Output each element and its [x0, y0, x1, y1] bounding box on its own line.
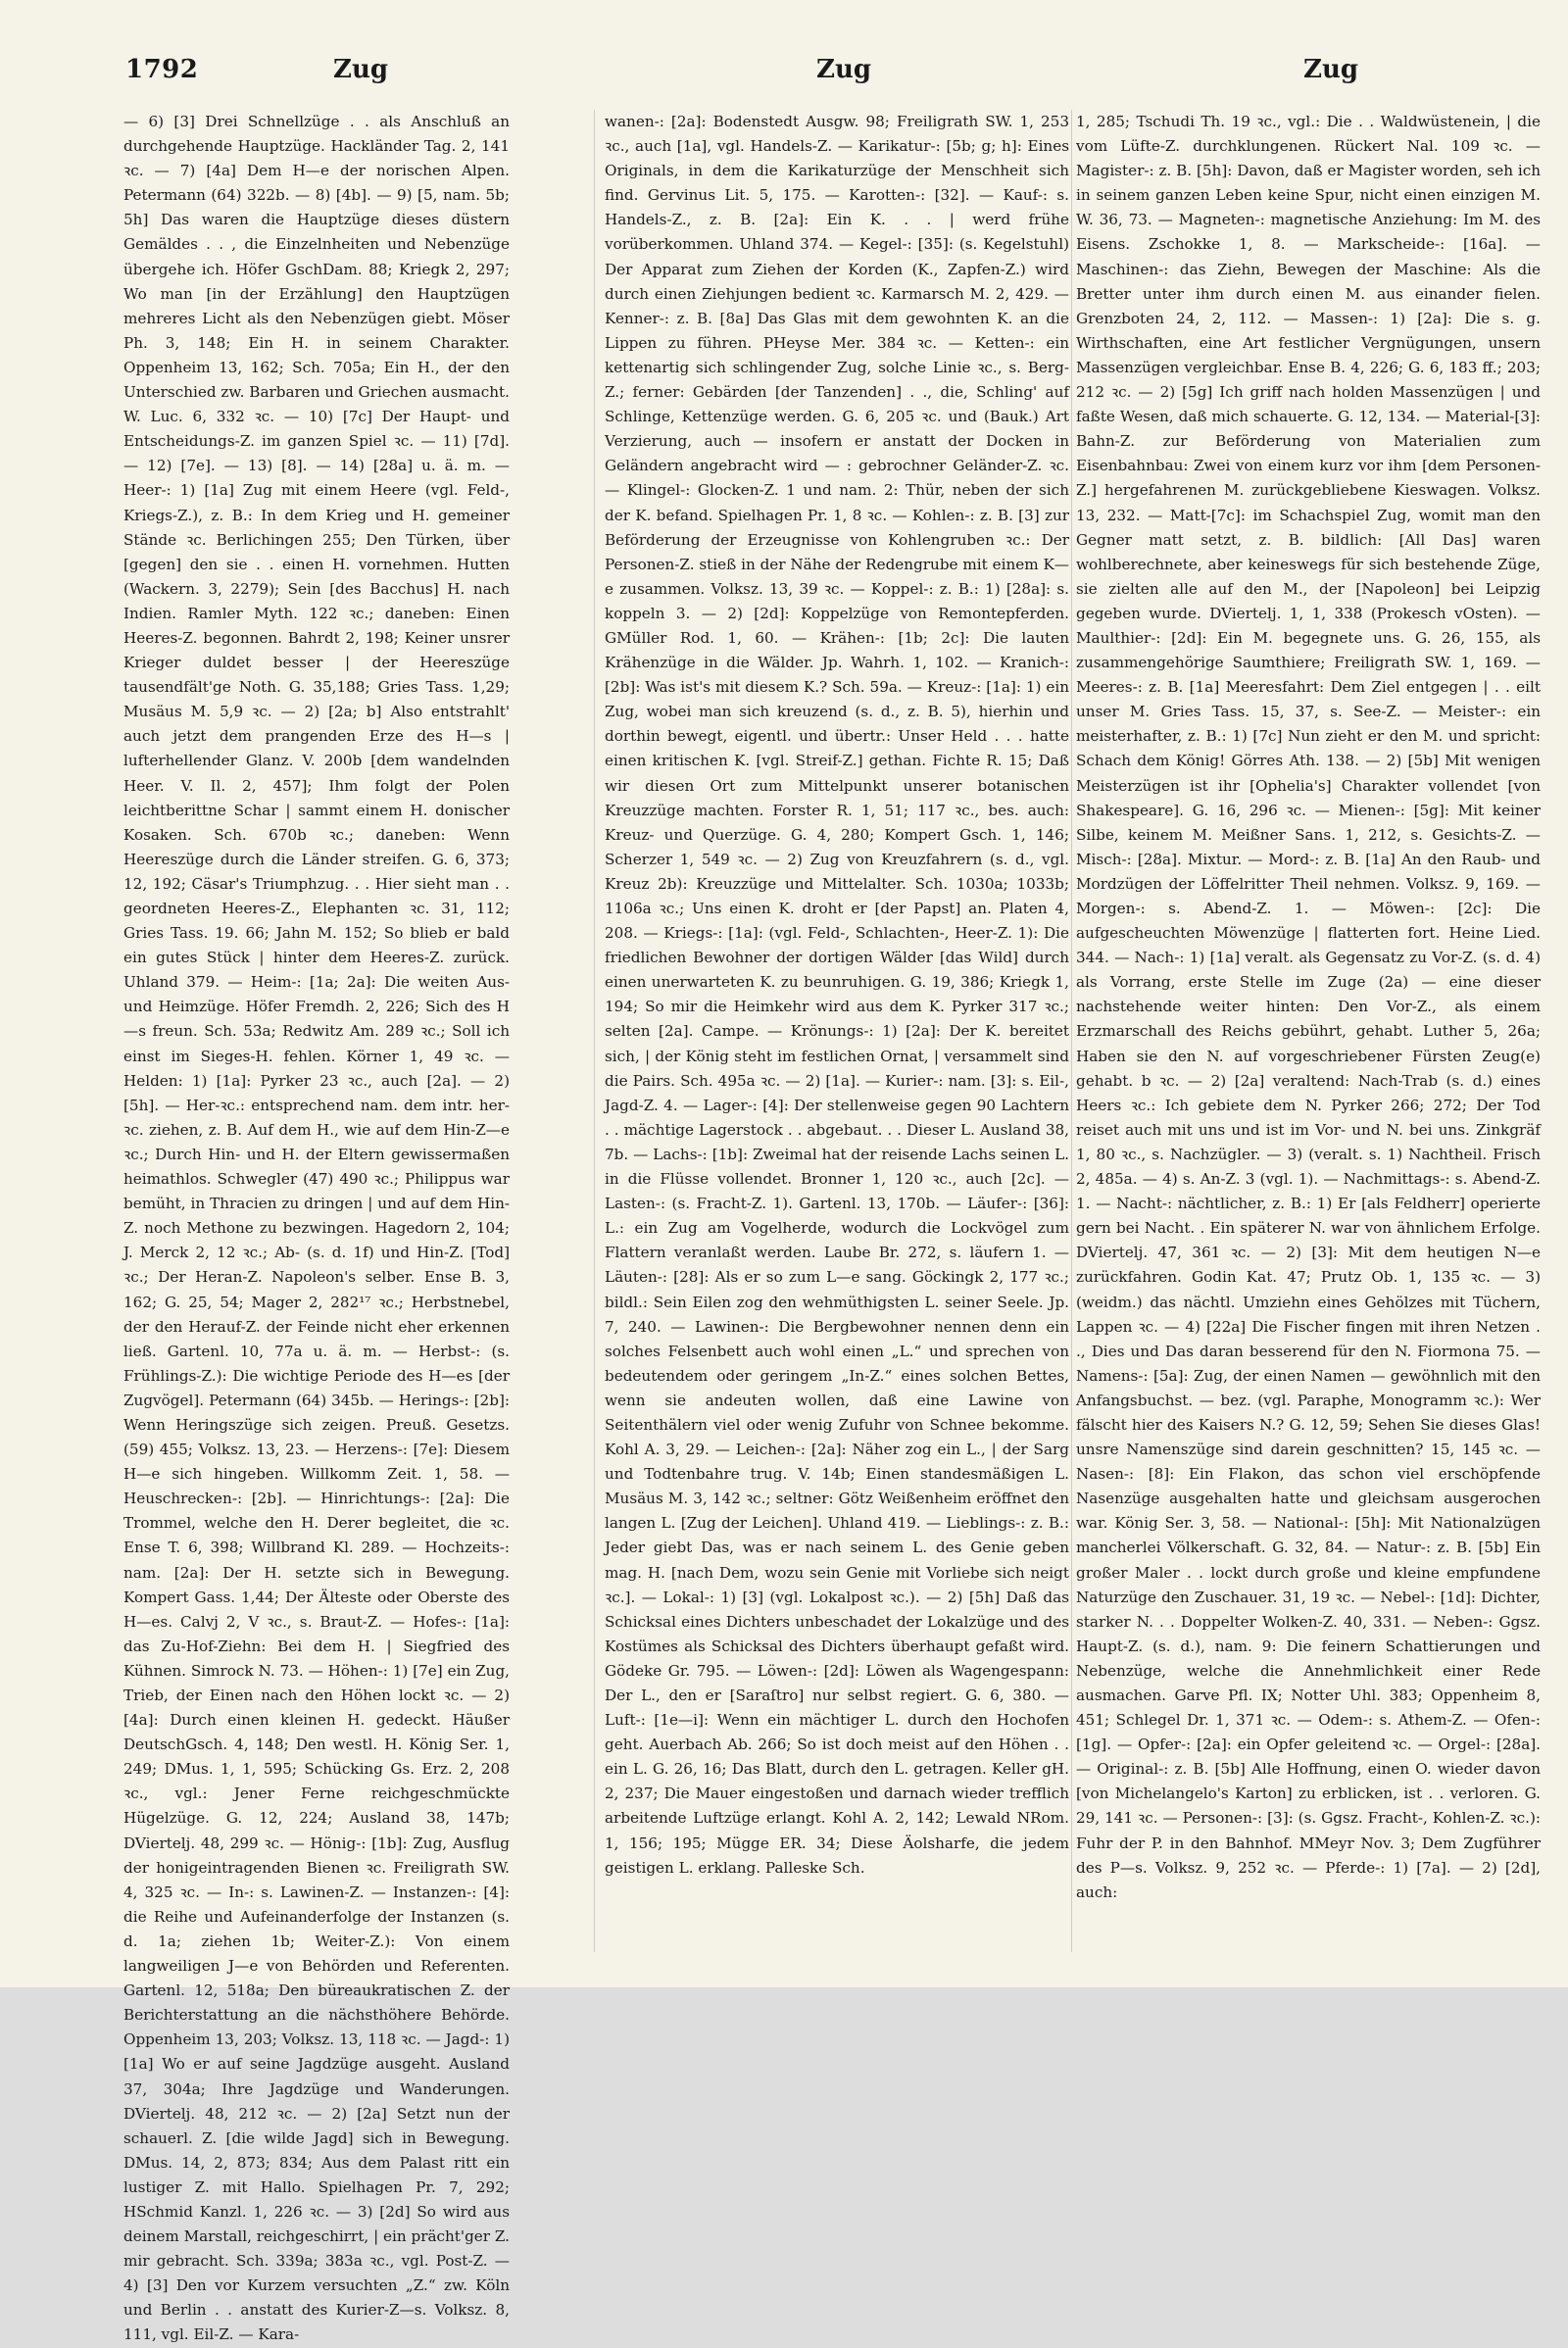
- running-head-center: Zug: [816, 55, 872, 84]
- text-column-middle: [605, 110, 1069, 1952]
- running-head-left: Zug: [333, 55, 389, 84]
- text-column-right: [1076, 110, 1541, 1952]
- running-head-right: Zug: [1303, 55, 1359, 84]
- running-head: [0, 51, 1568, 90]
- column-text: 1, 285; Tschudi Th. 19 ꝛc., vgl.: Die . . Waldwüstenein, | die vom Lüfte-Z. durchklungenen. Rückert Nal. 109 ꝛc. — Magister-: z. B. [5h]: Davon, daß er Magister worden, seh ich in seinem ganzen Leben keine Spur, nicht einen einzigen M. W. 36, 73. — Magneten-: magnetische Anziehung: Im M. des Eisens. Zschokke 1, 8. — Markscheide-: [16a]. — Maschinen-: das Ziehn, Bewegen der Maschine: Als die Bretter unter ihm durch einen M. aus einander fielen. Grenzboten 24, 2, 112. — Massen-: 1) [2a]: Die s. g. Wirthschaften, eine Art festlicher Vergnügungen, unsern Massenzügen vergleichbar. Ense B. 4, 226; G. 6, 183 ff.; 203; 212 ꝛc. — 2) [5g] Ich griff nach holden Massenzügen | und faßte Wesen, daß mich schauerte. G. 12, 134. — Material-[3]: Bahn-Z. zur Beförderung von Materialien zum Eisenbahnbau: Zwei von einem kurz vor ihm [dem Personen-Z.] hergefahrenen M. zurückgebliebene Kieswagen. Volksz. 13, 232. — Matt-[7c]: im Schachspiel Zug, womit man den Gegner matt setzt, z. B. bildlich: [All Das] waren wohlberechnete, aber keineswegs für sich bestehende Züge, sie zielten alle auf den M., der [Napoleon] bei Leipzig gegeben wurde. DViertelj. 1, 1, 338 (Prokesch vOsten). — Maulthier-: [2d]: Ein M. begegnete uns. G. 26, 155, als zusammengehörige Saumthiere; Freiligrath SW. 1, 169. — Meeres-: z. B. [1a] Meeresfahrt: Dem Ziel entgegen | . . eilt unser M. Gries Tass. 15, 37, s. See-Z. — Meister-: ein meisterhafter, z. B.: 1) [7c] Nun zieht er den M. und spricht: Schach dem König! Görres Ath. 138. — 2) [5b] Mit wenigen Meisterzügen ist ihr [Ophelia's] Charakter vollendet [von Shakespeare]. G. 16, 296 ꝛc. — Mienen-: [5g]: Mit keiner Silbe, keinem M. Meißner Sans. 1, 212, s. Gesichts-Z. — Misch-: [28a]. Mixtur. — Mord-: z. B. [1a] An den Raub- und Mordzügen der Löffelritter Theil nehmen. Volksz. 9, 169. — Morgen-: s. Abend-Z. 1. — Möwen-: [2c]: Die aufgescheuchten Möwenzüge | flatterten fort. Heine Lied. 344. — Nach-: 1) [1a] veralt. als Gegensatz zu Vor-Z. (s. d. 4) als Vorrang, erste Stelle im Zuge (2a) — eine dieser nachstehende weiter hinten: Den Vor-Z., als einem Erzmarschall des Reichs gebührt, gehabt. Luther 5, 26a; Haben sie den N. auf vorgeschriebener Fürsten Zeug(e) gehabt. b ꝛc. — 2) [2a] veraltend: Nach-Trab (s. d.) eines Heers ꝛc.: Ich gebiete dem N. Pyrker 266; 272; Der Tod reiset auch mit uns und ist im Vor- und N. bei uns. Zinkgräf 1, 80 ꝛc., s. Nachzügler. — 3) (veralt. s. 1) Nachtheil. Frisch 2, 485a. — 4) s. An-Z. 3 (vgl. 1). — Nachmittags-: s. Abend-Z. 1. — Nacht-: nächtlicher, z. B.: 1) Er [als Feldherr] operierte gern bei Nacht. . Ein späterer N. war von ähnlichem Erfolge. DViertelj. 47, 361 ꝛc. — 2) [3]: Mit dem heutigen N—e zurückfahren. Godin Kat. 47; Prutz Ob. 1, 135 ꝛc. — 3) (weidm.) das nächtl. Umziehn eines Gehölzes mit Tüchern, Lappen ꝛc. — 4) [22a] Die Fischer fingen mit ihren Netzen . ., Dies und Das daran besserend für den N. Fiormona 75. — Namens-: [5a]: Zug, der einen Namen — gewöhnlich mit den Anfangsbuchst. — bez. (vgl. Paraphe, Monogramm ꝛc.): Wer fälscht hier des Kaisers N.? G. 12, 59; Sehen Sie dieses Glas! unsre Namenszüge sind darein geschnitten? 15, 145 ꝛc. — Nasen-: [8]: Ein Flakon, das schon viel erschöpfende Nasenzüge ausgehalten hatte und gleichsam ausgerochen war. König Ser. 3, 58. — National-: [5h]: Mit Nationalzügen mancherlei Völkerschaft. G. 32, 84. — Natur-: z. B. [5b] Ein großer Maler . . lockt durch große und kleine empfundene Naturzüge den Zuschauer. 31, 19 ꝛc. — Nebel-: [1d]: Dichter, starker N. . . Doppelter Wolken-Z. 40, 331. — Neben-: Ggsz. Haupt-Z. (s. d.), nam. 9: Die feinern Schattierungen und Nebenzüge, welche die Annehmlichkeit einer Rede ausmachen. Garve Pfl. IX; Notter Uhl. 383; Oppenheim 8, 451; Schlegel Dr. 1, 371 ꝛc. — Odem-: s. Athem-Z. — Ofen-: [1g]. — Opfer-: [2a]: ein Opfer geleitend ꝛc. — Orgel-: [28a]. — Original-: z. B. [5b] Alle Hoffnung, einen O. wieder davon [von Michelangelo's Karton] zu erblicken, ist . . verloren. G. 29, 141 ꝛc. — Personen-: [3]: (s. Ggsz. Fracht-, Kohlen-Z. ꝛc.): Fuhr der P. in den Bahnhof. MMeyr Nov. 3; Dem Zugführer des P—s. Volksz. 9, 252 ꝛc. — Pferde-: 1) [7a]. — 2) [2d], auch:: [1076, 113, 1541, 1901]
- column-text: — 6) [3] Drei Schnellzüge . . als Anschluß an durchgehende Hauptzüge. Hackländer Tag. 2, 141 ꝛc. — 7) [4a] Dem H—e der norischen Alpen. Petermann (64) 322b. — 8) [4b]. — 9) [5, nam. 5b; 5h] Das waren die Hauptzüge dieses düstern Gemäldes . . , die Einzelnheiten und Nebenzüge übergehe ich. Höfer GschDam. 88; Kriegk 2, 297; Wo man [in der Erzählung] den Hauptzügen mehreres Licht als den Nebenzügen giebt. Möser Ph. 3, 148; Ein H. in seinem Charakter. Oppenheim 13, 162; Sch. 705a; Ein H., der den Unterschied zw. Barbaren und Griechen ausmacht. W. Luc. 6, 332 ꝛc. — 10) [7c] Der Haupt- und Entscheidungs-Z. im ganzen Spiel ꝛc. — 11) [7d]. — 12) [7e]. — 13) [8]. — 14) [28a] u. ä. m. — Heer-: 1) [1a] Zug mit einem Heere (vgl. Feld-, Kriegs-Z.), z. B.: In dem Krieg und H. gemeiner Stände ꝛc. Berlichingen 255; Den Türken, über [gegen] den sie . . einen H. vornehmen. Hutten (Wackern. 3, 2279); Sein [des Bacchus] H. nach Indien. Ramler Myth. 122 ꝛc.; daneben: Einen Heeres-Z. begonnen. Bahrdt 2, 198; Keiner unsrer Krieger duldet besser | der Heereszüge tausendfält'ge Noth. G. 35,188; Gries Tass. 1,29; Musäus M. 5,9 ꝛc. — 2) [2a; b] Also entstrahlt' auch jetzt dem prangenden Erze des H—s | lufterhellender Glanz. V. 200b [dem wandelnden Heer. V. Il. 2, 457]; Ihm folgt der Polen leichtberittne Schar | sammt einem H. donischer Kosaken. Sch. 670b ꝛc.; daneben: Wenn Heereszüge durch die Länder streifen. G. 6, 373; 12, 192; Cäsar's Triumphzug. . . Hier sieht man . . geordneten Heeres-Z., Elephanten ꝛc. 31, 112; Gries Tass. 19. 66; Jahn M. 152; So blieb er bald ein gutes Stück | hinter dem Heeres-Z. zurück. Uhland 379. — Heim-: [1a; 2a]: Die weiten Aus- und Heimzüge. Höfer Fremdh. 2, 226; Sich des H—s freun. Sch. 53a; Redwitz Am. 289 ꝛc.; Soll ich einst im Sieges-H. fehlen. Körner 1, 49 ꝛc. — Helden: 1) [1a]: Pyrker 23 ꝛc., auch [2a]. — 2) [5h]. — Her-ꝛc.: entsprechend nam. dem intr. her- ꝛc. ziehen, z. B. Auf dem H., wie auf dem Hin-Z—e ꝛc.; Durch Hin- und H. der Eltern gewissermaßen heimathlos. Schwegler (47) 490 ꝛc.; Philippus war bemüht, in Thracien zu dringen | und auf dem Hin-Z. noch Methone zu bezwingen. Hagedorn 2, 104; J. Merck 2, 12 ꝛc.; Ab- (s. d. 1f) und Hin-Z. [Tod] ꝛc.; Der Heran-Z. Napoleon's selber. Ense B. 3, 162; G. 25, 54; Mager 2, 282¹⁷ ꝛc.; Herbstnebel, der den Herauf-Z. der Feinde nicht eher erkennen ließ. Gartenl. 10, 77a u. ä. m. — Herbst-: (s. Frühlings-Z.): Die wichtige Periode des H—es [der Zugvögel]. Petermann (64) 345b. — Herings-: [2b]: Wenn Heringszüge sich zeigen. Preuß. Gesetzs. (59) 455; Volksz. 13, 23. — Herzens-: [7e]: Diesem H—e sich hingeben. Willkomm Zeit. 1, 58. — Heuschrecken-: [2b]. — Hinrichtungs-: [2a]: Die Trommel, welche den H. Derer begleitet, die ꝛc. Ense T. 6, 398; Willbrand Kl. 289. — Hochzeits-: nam. [2a]: Der H. setzte sich in Bewegung. Kompert Gass. 1,44; Der Älteste oder Oberste des H—es. Calvj 2, V ꝛc., s. Braut-Z. — Hofes-: [1a]: das Zu-Hof-Ziehn: Bei dem H. | Siegfried des Kühnen. Simrock N. 73. — Höhen-: 1) [7e] ein Zug, Trieb, der Einen nach den Höhen lockt ꝛc. — 2) [4a]: Durch einen kleinen H. gedeckt. Häußer DeutschGsch. 4, 148; Den westl. H. König Ser. 1, 249; DMus. 1, 1, 595; Schücking Gs. Erz. 2, 208 ꝛc., vgl.: Jener Ferne reichgeschmückte Hügelzüge. G. 12, 224; Ausland 38, 147b; DViertelj. 48, 299 ꝛc. — Hönig-: [1b]: Zug, Ausflug der honigeintragenden Bienen ꝛc. Freiligrath SW. 4, 325 ꝛc. — In-: s. Lawinen-Z. — Instanzen-: [4]: die Reihe und Aufeinanderfolge der Instanzen (s. d. 1a; ziehen 1b; Weiter-Z.): Von einem langweiligen J—e von Behörden und Referenten. Gartenl. 12, 518a; Den büreaukratischen Z. der Berichterstattung an die nächsthöhere Behörde. Oppenheim 13, 203; Volksz. 13, 118 ꝛc. — Jagd-: 1) [1a] Wo er auf seine Jagdzüge ausgeht. Ausland 37, 304a; Ihre Jagdzüge und Wanderungen. DViertelj. 48, 212 ꝛc. — 2) [2a] Setzt nun der schauerl. Z. [die wilde Jagd] sich in Bewegung. DMus. 14, 2, 873; 834; Aus dem Palast ritt ein lustiger Z. mit Hallo. Spielhagen Pr. 7, 292; HSchmid Kanzl. 1, 226 ꝛc. — 3) [2d] So wird aus deinem Marstall, reichgeschirrt, | ein prächt'ger Z. mir gebracht. Sch. 339a; 383a ꝛc., vgl. Post-Z. — 4) [3] Den vor Kurzem versuchten „Z.“ zw. Köln und Berlin . . anstatt des Kurier-Z—s. Volksz. 8, 111, vgl. Eil-Z. — Kara-: [123, 113, 510, 2344]
- page-number: 1792: [125, 55, 199, 84]
- column-text: wanen-: [2a]: Bodenstedt Ausgw. 98; Freiligrath SW. 1, 253 ꝛc., auch [1a], vgl. Handels-Z. — Karikatur-: [5b; g; h]: Eines Originals, in dem die Karikaturzüge der Menschheit sich find. Gervinus Lit. 5, 175. — Karotten-: [32]. — Kauf-: s. Handels-Z., z. B. [2a]: Ein K. . . | werd frühe vorüberkommen. Uhland 374. — Kegel-: [35]: (s. Kegelstuhl) Der Apparat zum Ziehen der Korden (K., Zapfen-Z.) wird durch einen Ziehjungen bedient ꝛc. Karmarsch M. 2, 429. — Kenner-: z. B. [8a] Das Glas mit dem gewohnten K. an die Lippen zu führen. PHeyse Mer. 384 ꝛc. — Ketten-: ein kettenartig sich schlingender Zug, solche Linie ꝛc., s. Berg-Z.; ferner: Gebärden [der Tanzenden] . ., die, Schling' auf Schlinge, Kettenzüge werden. G. 6, 205 ꝛc. und (Bauk.) Art Verzierung, auch — insofern er anstatt der Docken in Geländern angebracht wird — : gebrochner Geländer-Z. ꝛc. — Klingel-: Glocken-Z. 1 und nam. 2: Thür, neben der sich der K. befand. Spielhagen Pr. 1, 8 ꝛc. — Kohlen-: z. B. [3] zur Beförderung der Erzeugnisse von Kohlengruben ꝛc.: Der Personen-Z. stieß in der Nähe der Redengrube mit einem K—e zusammen. Volksz. 13, 39 ꝛc. — Koppel-: z. B.: 1) [28a]: s. koppeln 3. — 2) [2d]: Koppelzüge von Remontepferden. GMüller Rod. 1, 60. — Krähen-: [1b; 2c]: Die lauten Krähenzüge in die Wälder. Jp. Wahrh. 1, 102. — Kranich-: [2b]: Was ist's mit diesem K.? Sch. 59a. — Kreuz-: [1a]: 1) ein Zug, wobei man sich kreuzend (s. d., z. B. 5), hierhin und dorthin bewegt, eigentl. und übertr.: Unser Held . . . hatte einen kritischen K. [vgl. Streif-Z.] gethan. Fichte R. 15; Daß wir diesen Ort zum Mittelpunkt unserer botanischen Kreuzzüge machten. Forster R. 1, 51; 117 ꝛc., bes. auch: Kreuz- und Querzüge. G. 4, 280; Kompert Gsch. 1, 146; Scherzer 1, 549 ꝛc. — 2) Zug von Kreuzfahrern (s. d., vgl. Kreuz 2b): Kreuzzüge und Mittelalter. Sch. 1030a; 1033b; 1106a ꝛc.; Uns einen K. droht er [der Papst] an. Platen 4, 208. — Kriegs-: [1a]: (vgl. Feld-, Schlachten-, Heer-Z. 1): Die friedlichen Bewohner der dortigen Wälder [das Wild] durch einen unerwarteten K. zu beunruhigen. G. 19, 386; Kriegk 1, 194; So mir die Heimkehr wird aus dem K. Pyrker 317 ꝛc.; selten [2a]. Campe. — Krönungs-: 1) [2a]: Der K. bereitet sich, | der König steht im festlichen Ornat, | versammelt sind die Pairs. Sch. 495a ꝛc. — 2) [1a]. — Kurier-: nam. [3]: s. Eil-, Jagd-Z. 4. — Lager-: [4]: Der stellenweise gegen 90 Lachtern . . mächtige Lagerstock . . abgebaut. . . Dieser L. Ausland 38, 7b. — Lachs-: [1b]: Zweimal hat der reisende Lachs seinen L. in die Flüsse vollendet. Bronner 1, 120 ꝛc., auch [2c]. — Lasten-: (s. Fracht-Z. 1). Gartenl. 13, 170b. — Läufer-: [36]: L.: ein Zug am Vogelherde, wodurch die Lockvögel zum Flattern veranlaßt werden. Laube Br. 272, s. läufern 1. — Läuten-: [28]: Als er so zum L—e sang. Göckingk 2, 177 ꝛc.; bildl.: Sein Eilen zog den wehmüthigsten L. seiner Seele. Jp. 7, 240. — Lawinen-: Die Bergbewohner nennen denn ein solches Felsenbett auch wohl einen „L.“ und sprechen von bedeutendem oder geringem „In-Z.“ eines solchen Bettes, wenn sie andeuten wollen, daß eine Lawine von Seitenthälern viel oder wenig Zufuhr von Schnee bekomme. Kohl A. 3, 29. — Leichen-: [2a]: Näher zog ein L., | der Sarg und Todtenbahre trug. V. 14b; Einen standesmäßigen L. Musäus M. 3, 142 ꝛc.; seltner: Götz Weißenheim eröffnet den langen L. [Zug der Leichen]. Uhland 419. — Lieblings-: z. B.: Jeder giebt Das, was er nach seinem L. des Genie geben mag. H. [nach Dem, wozu sein Genie mit Vorliebe sich neigt ꝛc.]. — Lokal-: 1) [3] (vgl. Lokalpost ꝛc.). — 2) [5h] Daß das Schicksal eines Dichters unbeschadet der Lokalzüge und des Kostümes als Schicksal des Dichters überhaupt gefaßt wird. Gödeke Gr. 795. — Löwen-: [2d]: Löwen als Wagengespann: Der L., den er [Saraſtro] nur selbst regiert. G. 6, 380. — Luft-: [1e—i]: Wenn ein mächtiger L. durch den Hochofen geht. Auerbach Ab. 266; So ist doch meist auf den Höhen . . ein L. G. 26, 16; Das Blatt, durch den L. getragen. Keller gH. 2, 237; Die Mauer eingestoßen und darnach wieder trefflich arbeitende Luftzüge erlangt. Kohl A. 2, 142; Lewald NRom. 1, 156; 195; Mügge ER. 34; Diese Äolsharfe, die jedem geistigen L. erklang. Palleske Sch.: [605, 113, 1069, 1877]
- column-divider: [594, 110, 595, 1952]
- column-divider: [1071, 110, 1072, 1952]
- text-column-left: [123, 110, 510, 2344]
